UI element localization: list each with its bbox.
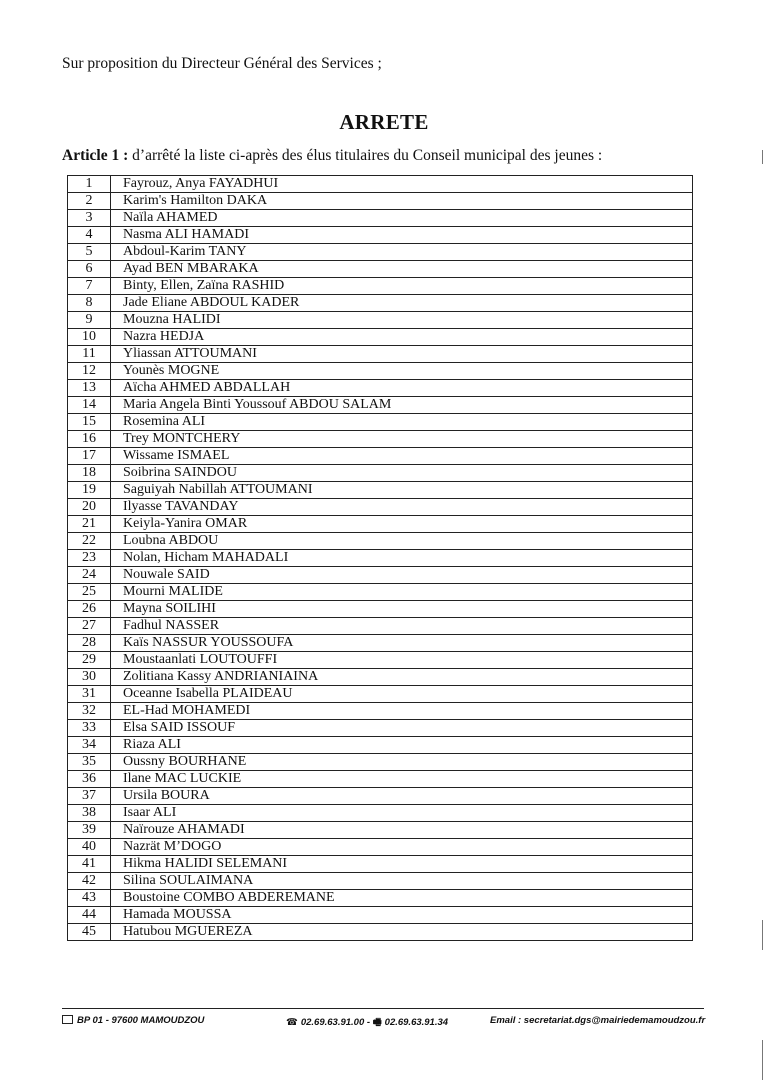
footer-address — [62, 1015, 204, 1026]
member-name: Naïla AHAMED — [111, 210, 693, 227]
members-table-body — [68, 176, 693, 941]
member-number: 9 — [68, 312, 111, 329]
table-row — [68, 414, 693, 431]
member-number: 44 — [68, 907, 111, 924]
member-number: 20 — [68, 499, 111, 516]
member-name: Nazra HEDJA — [111, 329, 693, 346]
table-row — [68, 499, 693, 516]
member-name: Zolitiana Kassy ANDRIANIAINA — [111, 669, 693, 686]
table-row — [68, 635, 693, 652]
table-row — [68, 856, 693, 873]
mail-box-icon — [62, 1015, 73, 1024]
member-number: 10 — [68, 329, 111, 346]
table-row — [68, 448, 693, 465]
member-number: 21 — [68, 516, 111, 533]
member-name: Moustaanlati LOUTOUFFI — [111, 652, 693, 669]
table-row — [68, 295, 693, 312]
table-row — [68, 618, 693, 635]
footer-phones — [286, 1015, 448, 1031]
phone-icon: ☎ — [286, 1017, 298, 1028]
table-row — [68, 431, 693, 448]
member-name: Isaar ALI — [111, 805, 693, 822]
table-row — [68, 805, 693, 822]
member-number: 3 — [68, 210, 111, 227]
member-name: Maria Angela Binti Youssouf ABDOU SALAM — [111, 397, 693, 414]
member-number: 24 — [68, 567, 111, 584]
member-name: Wissame ISMAEL — [111, 448, 693, 465]
member-name: Karim's Hamilton DAKA — [111, 193, 693, 210]
table-row — [68, 244, 693, 261]
member-name: Naïrouze AHAMADI — [111, 822, 693, 839]
table-row — [68, 329, 693, 346]
member-number: 11 — [68, 346, 111, 363]
table-row — [68, 516, 693, 533]
table-row — [68, 788, 693, 805]
member-number: 19 — [68, 482, 111, 499]
member-name: Soibrina SAINDOU — [111, 465, 693, 482]
table-row — [68, 890, 693, 907]
member-name: Hamada MOUSSA — [111, 907, 693, 924]
table-row — [68, 550, 693, 567]
member-name: Ilane MAC LUCKIE — [111, 771, 693, 788]
table-row — [68, 907, 693, 924]
member-name: Mouzna HALIDI — [111, 312, 693, 329]
member-number: 26 — [68, 601, 111, 618]
member-name: Ayad BEN MBARAKA — [111, 261, 693, 278]
member-name: Rosemina ALI — [111, 414, 693, 431]
member-name: Riaza ALI — [111, 737, 693, 754]
scan-edge-mark — [762, 150, 763, 164]
member-name: Loubna ABDOU — [111, 533, 693, 550]
member-number: 39 — [68, 822, 111, 839]
table-row — [68, 482, 693, 499]
table-row — [68, 176, 693, 193]
member-number: 7 — [68, 278, 111, 295]
member-name: Saguiyah Nabillah ATTOUMANI — [111, 482, 693, 499]
decree-title: ARRETE — [339, 110, 429, 134]
member-number: 35 — [68, 754, 111, 771]
member-number: 33 — [68, 720, 111, 737]
member-name: EL-Had MOHAMEDI — [111, 703, 693, 720]
table-row — [68, 227, 693, 244]
member-number: 42 — [68, 873, 111, 890]
table-row — [68, 737, 693, 754]
member-number: 23 — [68, 550, 111, 567]
footer-phone-text: 02.69.63.91.00 - — [300, 1017, 371, 1028]
member-number: 15 — [68, 414, 111, 431]
member-number: 36 — [68, 771, 111, 788]
member-number: 14 — [68, 397, 111, 414]
member-number: 25 — [68, 584, 111, 601]
scan-edge-mark — [762, 1040, 763, 1080]
members-table — [67, 175, 693, 941]
member-name: Trey MONTCHERY — [111, 431, 693, 448]
member-number: 37 — [68, 788, 111, 805]
scan-edge-mark — [762, 920, 763, 950]
table-row — [68, 278, 693, 295]
table-row — [68, 652, 693, 669]
table-row — [68, 210, 693, 227]
member-number: 28 — [68, 635, 111, 652]
footer-email: Email : secretariat.dgs@mairiedemamoudzou.fr — [490, 1015, 706, 1026]
table-row — [68, 754, 693, 771]
article-text: d’arrêté la liste ci-après des élus titulaires du Conseil municipal des jeunes : — [132, 147, 603, 164]
member-name: Nasma ALI HAMADI — [111, 227, 693, 244]
member-name: Silina SOULAIMANA — [111, 873, 693, 890]
table-row — [68, 584, 693, 601]
member-name: Keiyla-Yanira OMAR — [111, 516, 693, 533]
table-row — [68, 720, 693, 737]
table-row — [68, 397, 693, 414]
member-number: 1 — [68, 176, 111, 193]
member-name: Ursila BOURA — [111, 788, 693, 805]
member-number: 34 — [68, 737, 111, 754]
table-row — [68, 363, 693, 380]
table-row — [68, 567, 693, 584]
member-name: Younès MOGNE — [111, 363, 693, 380]
table-row — [68, 312, 693, 329]
member-name: Nazrät M’DOGO — [111, 839, 693, 856]
member-name: Mourni MALIDE — [111, 584, 693, 601]
member-number: 17 — [68, 448, 111, 465]
member-number: 12 — [68, 363, 111, 380]
member-name: Elsa SAID ISSOUF — [111, 720, 693, 737]
member-name: Nouwale SAID — [111, 567, 693, 584]
table-row — [68, 346, 693, 363]
member-number: 30 — [68, 669, 111, 686]
member-number: 40 — [68, 839, 111, 856]
table-row — [68, 601, 693, 618]
member-number: 41 — [68, 856, 111, 873]
table-row — [68, 924, 693, 941]
member-name: Jade Eliane ABDOUL KADER — [111, 295, 693, 312]
article-label: Article 1 : — [62, 147, 129, 164]
member-name: Hatubou MGUEREZA — [111, 924, 693, 941]
member-name: Mayna SOILIHI — [111, 601, 693, 618]
table-row — [68, 686, 693, 703]
footer-rule — [62, 1008, 704, 1009]
member-number: 6 — [68, 261, 111, 278]
member-number: 32 — [68, 703, 111, 720]
member-number: 38 — [68, 805, 111, 822]
table-row — [68, 465, 693, 482]
table-row — [68, 193, 693, 210]
member-number: 13 — [68, 380, 111, 397]
table-row — [68, 380, 693, 397]
member-name: Oussny BOURHANE — [111, 754, 693, 771]
member-name: Kaïs NASSUR YOUSSOUFA — [111, 635, 693, 652]
member-name: Fayrouz, Anya FAYADHUI — [111, 176, 693, 193]
member-name: Yliassan ATTOUMANI — [111, 346, 693, 363]
member-name: Aïcha AHMED ABDALLAH — [111, 380, 693, 397]
member-number: 8 — [68, 295, 111, 312]
footer-fax-text: 02.69.63.91.34 — [384, 1017, 449, 1028]
table-row — [68, 822, 693, 839]
member-number: 18 — [68, 465, 111, 482]
table-row — [68, 533, 693, 550]
table-row — [68, 261, 693, 278]
member-number: 45 — [68, 924, 111, 941]
member-number: 43 — [68, 890, 111, 907]
member-number: 29 — [68, 652, 111, 669]
member-number: 5 — [68, 244, 111, 261]
member-number: 16 — [68, 431, 111, 448]
table-row — [68, 669, 693, 686]
member-name: Hikma HALIDI SELEMANI — [111, 856, 693, 873]
member-number: 4 — [68, 227, 111, 244]
member-name: Oceanne Isabella PLAIDEAU — [111, 686, 693, 703]
member-name: Boustoine COMBO ABDEREMANE — [111, 890, 693, 907]
member-name: Abdoul-Karim TANY — [111, 244, 693, 261]
table-row — [68, 839, 693, 856]
table-row — [68, 771, 693, 788]
fax-icon: 🖷 — [372, 1017, 382, 1028]
member-name: Ilyasse TAVANDAY — [111, 499, 693, 516]
member-name: Binty, Ellen, Zaïna RASHID — [111, 278, 693, 295]
member-name: Fadhul NASSER — [111, 618, 693, 635]
member-number: 27 — [68, 618, 111, 635]
article-1 — [62, 147, 602, 165]
table-row — [68, 703, 693, 720]
member-number: 22 — [68, 533, 111, 550]
member-number: 2 — [68, 193, 111, 210]
member-number: 31 — [68, 686, 111, 703]
member-name: Nolan, Hicham MAHADALI — [111, 550, 693, 567]
footer-address-text: BP 01 - 97600 MAMOUDZOU — [77, 1015, 205, 1026]
table-row — [68, 873, 693, 890]
intro-line: Sur proposition du Directeur Général des Services ; — [62, 55, 382, 72]
